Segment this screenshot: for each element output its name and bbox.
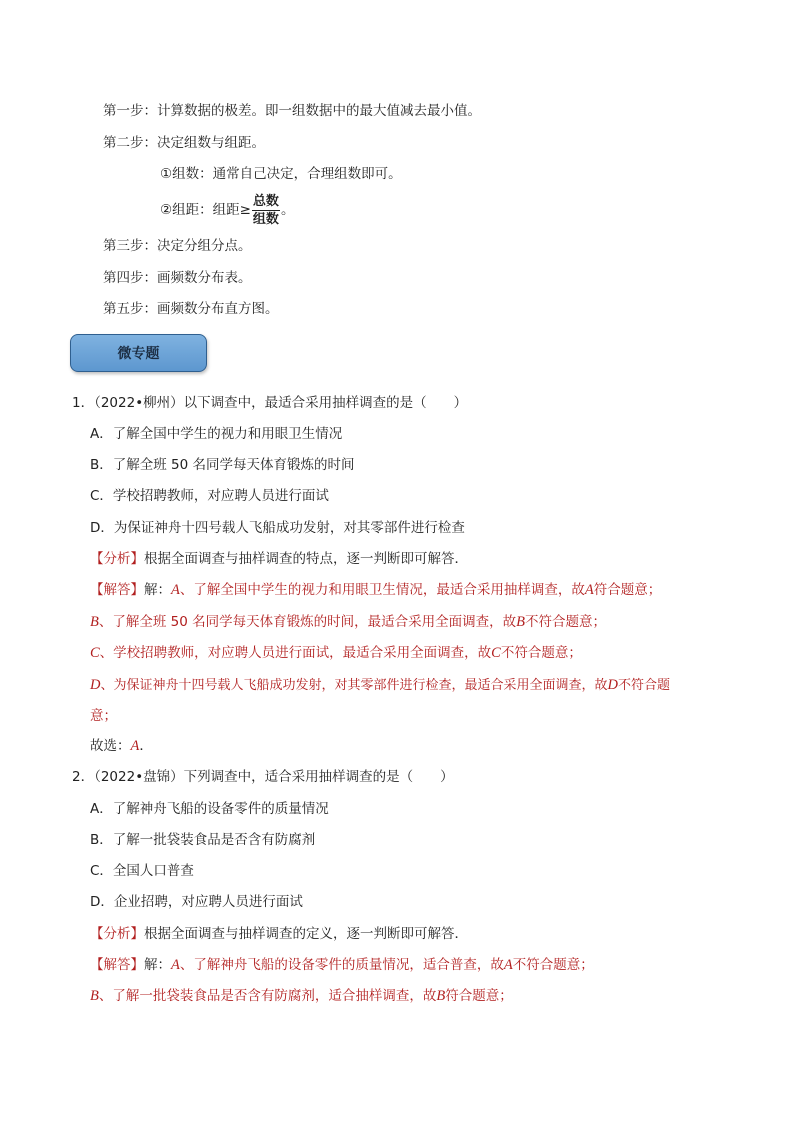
- step-3: 第三步：决定分组分点。: [103, 238, 252, 254]
- answer-letter: A: [171, 582, 180, 598]
- q1-option-c: C．学校招聘教师，对应聘人员进行面试: [90, 488, 329, 504]
- sub-2-suffix: 。: [280, 202, 295, 218]
- analysis-text: 根据全面调查与抽样调查的定义，逐一判断即可解答．: [144, 926, 468, 942]
- q2-option-b: B．了解一批袋装食品是否含有防腐剂: [90, 832, 316, 848]
- analysis-tag: 【分析】: [90, 551, 144, 567]
- answer-text: 、了解神舟飞船的设备零件的质量情况，适合普查，故: [179, 957, 504, 973]
- answer-letter: B: [90, 988, 99, 1004]
- answer-letter: D: [90, 677, 101, 693]
- step-2: 第二步：决定组数与组距。: [103, 135, 265, 151]
- step-5: 第五步：画频数分布直方图。: [103, 301, 279, 317]
- fraction-numerator: 总数: [252, 193, 279, 209]
- q1-answer-line-b: [90, 612, 606, 632]
- q2-analysis: [90, 924, 468, 944]
- step-4: 第四步：画频数分布表。: [103, 270, 252, 286]
- answer-verdict: 符合题意；: [593, 582, 662, 598]
- choice-letter: A: [130, 738, 140, 754]
- step-2-sub-1: ①组数：通常自己决定，合理组数即可。: [160, 166, 402, 182]
- answer-letter: A: [503, 957, 513, 973]
- sub-2-prefix: ②组距：组距≥: [160, 202, 251, 218]
- q1-stem: 1．（2022•柳州）以下调查中，最适合采用抽样调查的是（ ）: [72, 395, 468, 411]
- choice-prefix: 故选：: [90, 738, 131, 754]
- answer-letter: C: [491, 645, 501, 661]
- q2-stem: 2．（2022•盘锦）下列调查中，适合采用抽样调查的是（ ）: [72, 769, 454, 785]
- q1-analysis: [90, 549, 468, 569]
- answer-prefix: 解：: [144, 957, 171, 973]
- answer-verdict: 不符合题: [617, 678, 670, 693]
- answer-letter: B: [436, 988, 446, 1004]
- q2-option-a: A．了解神舟飞船的设备零件的质量情况: [90, 801, 329, 817]
- step-2-sub-2: [160, 193, 294, 227]
- choice-suffix: ．: [139, 738, 153, 754]
- answer-text: 、为保证神舟十四号载人飞船成功发射，对其零部件进行检查，最适合采用全面调查，故: [100, 678, 608, 693]
- q1-answer-line-c: [90, 643, 582, 663]
- answer-letter: C: [90, 645, 100, 661]
- answer-text: 、了解全国中学生的视力和用眼卫生情况，最适合采用抽样调查，故: [179, 582, 585, 598]
- step-1: 第一步：计算数据的极差。即一组数据中的最大值减去最小值。: [103, 103, 481, 119]
- answer-tag: 【解答】: [90, 582, 144, 598]
- q1-answer-wrap: 意；: [90, 708, 117, 724]
- answer-verdict: 不符合题意；: [500, 645, 582, 661]
- answer-letter: B: [90, 614, 99, 630]
- answer-verdict: 符合题意；: [445, 988, 513, 1004]
- q2-answer-line-b: [90, 986, 513, 1006]
- q1-option-b: B．了解全班 50 名同学每天体育锻炼的时间: [90, 457, 355, 473]
- answer-letter: A: [171, 957, 180, 973]
- analysis-tag: 【分析】: [90, 926, 144, 942]
- q2-answer-line-a: [90, 955, 594, 975]
- fraction: [252, 194, 280, 227]
- answer-verdict: 不符合题意；: [524, 614, 606, 630]
- analysis-text: 根据全面调查与抽样调查的特点，逐一判断即可解答．: [144, 551, 468, 567]
- answer-verdict: 不符合题意；: [512, 957, 594, 973]
- answer-text: 、学校招聘教师，对应聘人员进行面试，最适合采用全面调查，故: [99, 645, 492, 661]
- answer-tag: 【解答】: [90, 957, 144, 973]
- answer-letter: D: [607, 677, 618, 693]
- q1-answer-line-a: [90, 580, 661, 600]
- q1-option-a: A．了解全国中学生的视力和用眼卫生情况: [90, 426, 343, 442]
- q2-option-c: C．全国人口普查: [90, 863, 194, 879]
- q1-choice: [90, 736, 153, 756]
- q1-answer-line-d: [90, 675, 670, 696]
- answer-prefix: 解：: [144, 582, 171, 598]
- section-badge: 微专题: [70, 334, 207, 372]
- answer-letter: B: [516, 614, 525, 630]
- fraction-denominator: 组数: [252, 211, 279, 227]
- answer-text: 、了解一批袋装食品是否含有防腐剂，适合抽样调查，故: [98, 988, 437, 1004]
- answer-text: 、了解全班 50 名同学每天体育锻炼的时间，最适合采用全面调查，故: [98, 614, 517, 630]
- q2-option-d: D．企业招聘，对应聘人员进行面试: [90, 894, 303, 910]
- q1-option-d: D．为保证神舟十四号载人飞船成功发射，对其零部件进行检查: [90, 520, 465, 536]
- answer-letter: A: [584, 582, 594, 598]
